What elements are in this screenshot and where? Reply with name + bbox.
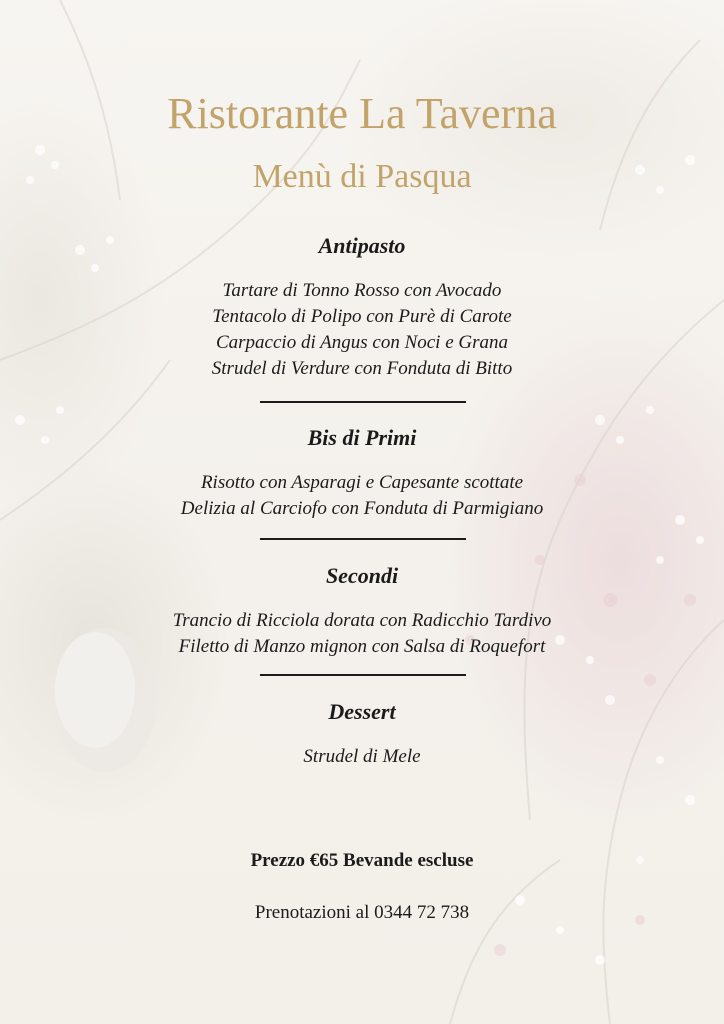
dish-item: Strudel di Verdure con Fonduta di Bitto (211, 358, 513, 379)
section-heading: Secondi (325, 563, 399, 588)
dish-item: Carpaccio di Angus con Noci e Grana (215, 332, 508, 353)
dish-item: Tentacolo di Polipo con Purè di Carote (212, 306, 512, 327)
dish-item: Delizia al Carciofo con Fonduta di Parmigiano (180, 498, 544, 519)
section-bis-di-primi (0, 424, 724, 522)
dish-item: Strudel di Mele (303, 746, 421, 767)
section-antipasto (0, 232, 724, 382)
section-dessert (0, 698, 724, 770)
menu-subtitle: Menù di Pasqua (252, 158, 472, 195)
section-secondi (0, 562, 724, 660)
restaurant-title: Ristorante La Taverna (167, 89, 557, 138)
dish-item: Tartare di Tonno Rosso con Avocado (222, 280, 502, 301)
booking-phone: Prenotazioni al 0344 72 738 (254, 902, 470, 923)
section-heading: Bis di Primi (307, 425, 417, 450)
section-divider (260, 401, 466, 403)
dish-item: Filetto di Manzo mignon con Salsa di Roquefort (178, 636, 546, 657)
section-divider (260, 538, 466, 540)
dish-item: Trancio di Ricciola dorata con Radicchio Tardivo (172, 610, 552, 631)
section-heading: Antipasto (318, 233, 406, 258)
dish-item: Risotto con Asparagi e Capesante scottate (200, 472, 524, 493)
section-divider (260, 674, 466, 676)
price-line: Prezzo €65 Bevande escluse (250, 850, 474, 871)
section-heading: Dessert (328, 699, 396, 724)
